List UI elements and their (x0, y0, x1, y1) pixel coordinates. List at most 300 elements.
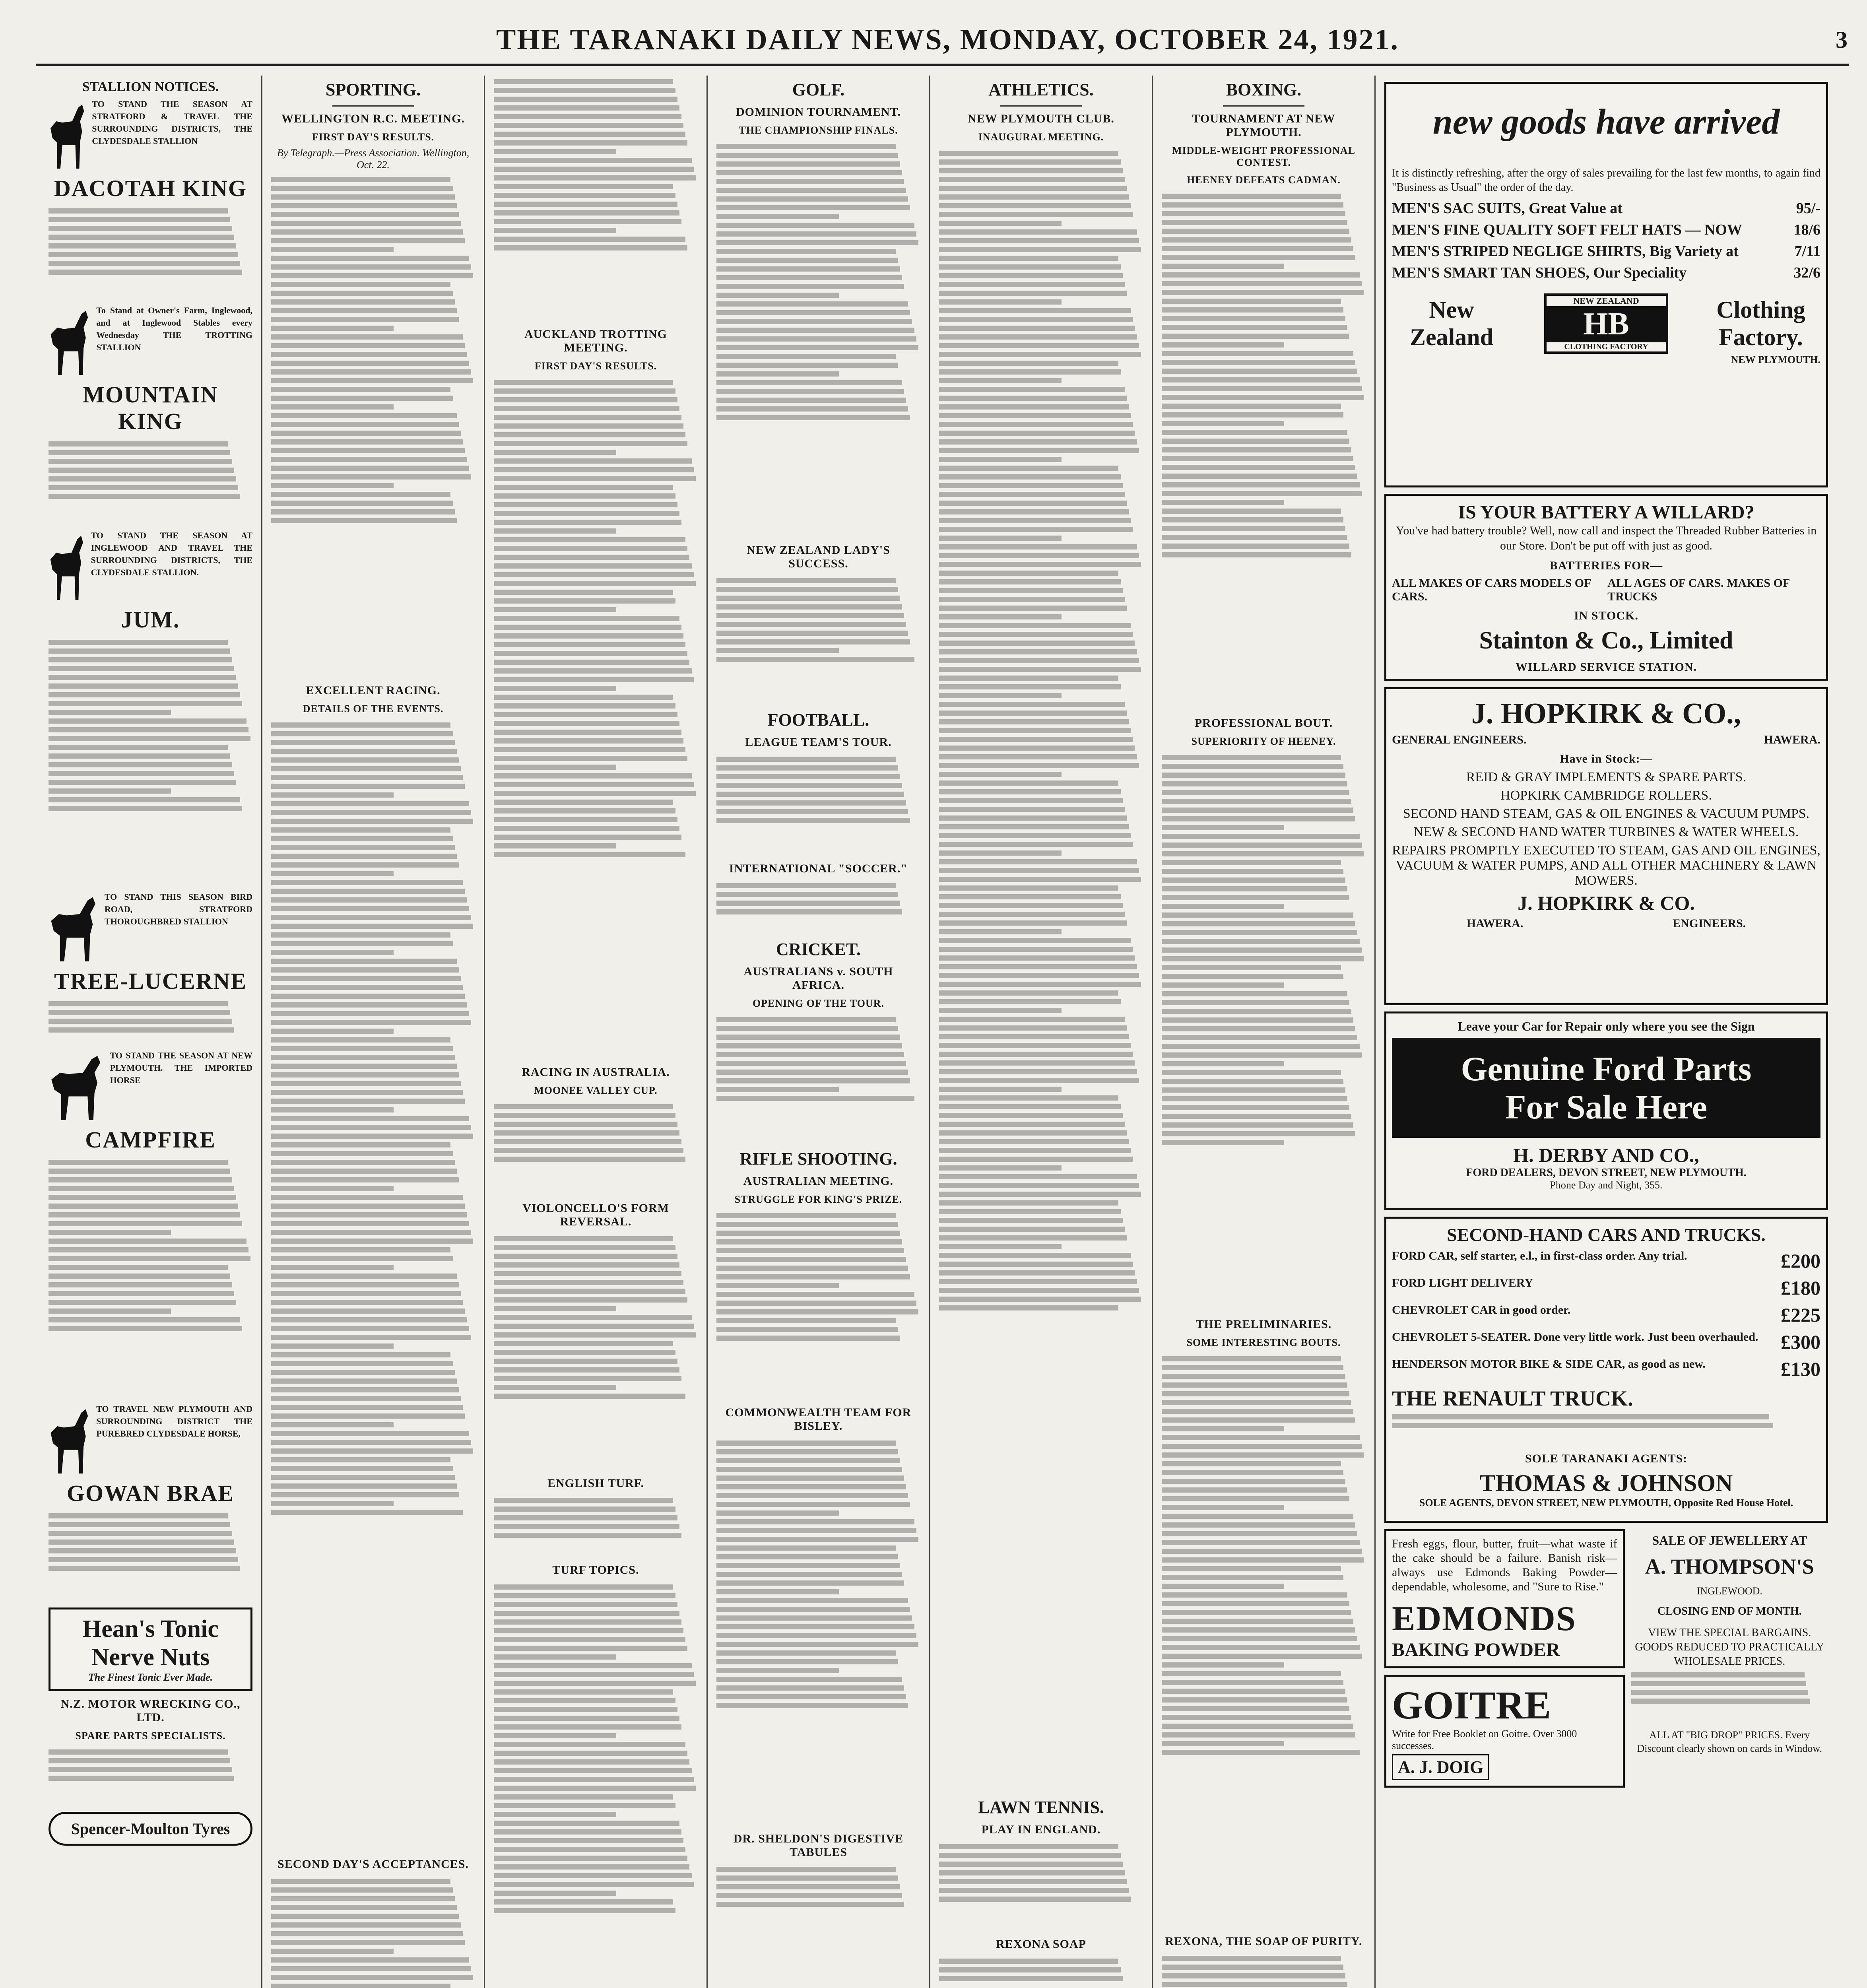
text-line (1162, 1461, 1341, 1466)
auckland-trotting-heading: AUCKLAND TROTTING MEETING. (524, 328, 667, 354)
text-line (716, 1017, 896, 1022)
text-line (1162, 1627, 1355, 1633)
text-line (939, 194, 1129, 200)
text-line (939, 1279, 1137, 1284)
opening-tour-heading: OPENING OF THE TOUR. (752, 998, 885, 1009)
text-line (1162, 412, 1343, 417)
sheldons-tabules-heading: DR. SHELDON'S DIGESTIVE TABULES (733, 1832, 904, 1859)
text-line (716, 144, 896, 149)
text-line (716, 818, 910, 823)
bottom-left-ads (1384, 1529, 1625, 1794)
text-line (271, 1431, 469, 1436)
text-line (716, 596, 900, 601)
text-line (49, 441, 228, 447)
text-line (716, 1685, 904, 1691)
hopkirk-stock: Have in Stock:— (1560, 752, 1653, 765)
dacotah-king-notice (49, 98, 252, 304)
text-line (939, 877, 1141, 882)
text-line (271, 317, 459, 322)
text-line (716, 1563, 900, 1568)
text-line (271, 1300, 463, 1305)
column-stallion-notices (40, 76, 262, 1988)
text-line (939, 964, 1137, 969)
text-line (49, 1177, 232, 1182)
text-line (1392, 1414, 1769, 1419)
text-line (716, 1213, 896, 1218)
text-line (271, 194, 455, 200)
text-line (716, 1537, 918, 1542)
text-line (1162, 1973, 1345, 1978)
text-line (939, 1008, 1062, 1013)
text-line (1162, 535, 1347, 540)
battery-title: IS YOUR BATTERY A WILLARD? (1458, 502, 1754, 523)
text-line (494, 458, 692, 464)
notice-intro: TO STAND THE SEASON AT STRATFORD & TRAVEL THE SURROUNDING DISTRICTS, THE CLYDESDALE STALLION (92, 99, 252, 146)
text-line (1392, 1423, 1773, 1428)
text-line (49, 1776, 234, 1781)
text-line (494, 502, 677, 507)
text-line (1162, 965, 1341, 970)
text-line (939, 1200, 1118, 1206)
text-line (49, 1566, 240, 1571)
text-line (1162, 1122, 1353, 1128)
text-line (494, 1847, 685, 1852)
text-line (494, 738, 683, 744)
article-body (494, 1101, 698, 1196)
text-line (1162, 1382, 1347, 1388)
text-line (939, 1043, 1131, 1048)
text-line (271, 509, 455, 514)
text-line (939, 396, 1127, 401)
text-line (716, 1884, 900, 1889)
text-line (494, 520, 681, 525)
text-line (271, 766, 461, 771)
text-line (1162, 851, 1364, 856)
text-line (1162, 272, 1360, 278)
text-line (939, 282, 1125, 287)
text-line (494, 721, 679, 726)
text-line (271, 203, 457, 208)
english-turf-heading: ENGLISH TURF. (547, 1477, 644, 1490)
text-line (939, 1967, 1121, 1972)
hopkirk-title: J. HOPKIRK & CO., (1471, 697, 1741, 730)
thompson-closing: CLOSING END OF MONTH. (1657, 1605, 1802, 1617)
text-line (494, 88, 675, 93)
article-body (1162, 190, 1366, 711)
text-line (716, 1266, 908, 1271)
text-line (1162, 1584, 1284, 1589)
derby-addr: FORD DEALERS, DEVON STREET, NEW PLYMOUTH. (1466, 1167, 1747, 1179)
article-body (494, 376, 698, 1060)
notice-body (49, 636, 252, 891)
text-line (1162, 904, 1284, 909)
text-line (1162, 834, 1360, 839)
text-line (49, 1326, 242, 1331)
text-line (1631, 1690, 1809, 1695)
text-line (1162, 351, 1353, 356)
text-line (494, 1794, 673, 1800)
text-line (939, 509, 1129, 514)
text-line (49, 683, 238, 689)
text-line (716, 406, 908, 412)
text-line (716, 1248, 904, 1253)
text-line (939, 492, 1125, 497)
text-line (271, 1186, 394, 1191)
text-line (494, 1908, 675, 1913)
text-line (939, 326, 1135, 331)
text-line (494, 380, 673, 385)
text-line (939, 1959, 1118, 1964)
thompson-body: VIEW THE SPECIAL BARGAINS. GOODS REDUCED TO PRACTICALLY WHOLESALE PRICES. (1635, 1627, 1824, 1668)
text-line (271, 1378, 457, 1384)
text-line (49, 450, 230, 455)
battery-body: You've had battery trouble? Well, now call and inspect the Threaded Rubber Batteries in our Store. Don't be put off with just as good. (1395, 524, 1817, 552)
text-line (494, 555, 689, 560)
text-line (494, 1359, 677, 1364)
text-line (494, 406, 679, 411)
text-line (716, 1239, 902, 1244)
text-line (939, 842, 1133, 847)
battery-makes: ALL MAKES OF CARS MODELS OF CARS. ALL AGES OF CARS. MAKES OF TRUCKS (1392, 577, 1790, 603)
text-line (271, 1483, 457, 1489)
text-line (494, 1742, 685, 1747)
text-line (49, 1309, 171, 1314)
text-line (271, 740, 455, 745)
column-golf-cricket (708, 76, 930, 1988)
heans-line2: Nerve Nuts (91, 1644, 210, 1671)
text-line (271, 1931, 463, 1936)
text-line (494, 730, 681, 735)
text-line (716, 1318, 896, 1323)
text-line (494, 423, 683, 429)
doig-name: A. J. DOIG (1392, 1754, 1489, 1780)
hopkirk-ad (1384, 687, 1828, 1005)
text-line (939, 982, 1141, 987)
text-line (494, 114, 681, 119)
text-line (1162, 1750, 1360, 1755)
text-line (1162, 526, 1345, 531)
text-line (716, 1677, 902, 1682)
text-line (716, 240, 918, 245)
text-line (271, 1142, 450, 1147)
text-line (271, 1922, 461, 1928)
text-line (271, 378, 473, 383)
text-line (716, 1283, 839, 1288)
text-line (49, 468, 234, 473)
text-line (1162, 386, 1362, 391)
text-line (271, 343, 465, 348)
text-line (716, 196, 908, 202)
turf-topics-heading: TURF TOPICS. (552, 1563, 639, 1576)
text-line (939, 562, 1141, 567)
notice-intro: TO STAND THIS SEASON BIRD ROAD, STRATFORD THOROUGHBRED STALLION (104, 892, 252, 926)
text-line (271, 1309, 465, 1314)
text-line (939, 536, 1062, 541)
text-line (1162, 255, 1355, 260)
divider (1000, 105, 1082, 107)
bottom-ads-row (1384, 1529, 1828, 1794)
text-line (494, 756, 687, 761)
text-line (939, 903, 1123, 908)
text-line (271, 221, 461, 226)
notice-body (49, 998, 252, 1049)
text-line (939, 737, 1133, 742)
text-line (716, 415, 910, 420)
text-line (271, 827, 450, 833)
first-day-results-heading: FIRST DAY'S RESULTS. (534, 360, 657, 372)
text-line (1162, 1044, 1360, 1049)
text-line (494, 1724, 681, 1730)
text-line (271, 1212, 467, 1217)
text-line (49, 1195, 236, 1200)
text-line (716, 1475, 904, 1481)
text-line (49, 1767, 232, 1772)
hb-logo: NEW ZEALAND HB CLOTHING FACTORY (1544, 293, 1668, 354)
column-athletics (930, 76, 1153, 1988)
text-line (939, 754, 1137, 759)
text-line (494, 1332, 696, 1338)
edmonds-brand: EDMONDS (1392, 1600, 1576, 1638)
text-line (1162, 1017, 1353, 1023)
text-line (49, 1531, 232, 1536)
text-line (271, 334, 463, 340)
text-line (716, 1589, 839, 1594)
text-line (494, 1350, 675, 1355)
text-line (716, 301, 908, 307)
text-line (939, 597, 1125, 602)
text-line (939, 1148, 1131, 1153)
text-line (271, 1317, 467, 1322)
text-line (49, 1749, 228, 1755)
text-line (1162, 773, 1345, 778)
text-line (49, 1212, 240, 1217)
text-line (716, 153, 898, 158)
text-line (1162, 1374, 1345, 1379)
text-line (1162, 1096, 1347, 1101)
willard-battery-ad (1384, 494, 1828, 681)
horse-illustration (49, 307, 92, 375)
text-line (939, 1879, 1127, 1884)
text-line (271, 1020, 471, 1025)
text-line (939, 1844, 1118, 1849)
thompson-town: INGLEWOOD. (1696, 1585, 1762, 1597)
tyres-ad (49, 1812, 252, 1846)
tree-lucerne-notice (49, 891, 252, 1049)
text-line (494, 1148, 683, 1153)
text-line (716, 363, 898, 368)
text-line (1162, 1982, 1347, 1987)
text-line (494, 1341, 673, 1346)
text-line (939, 912, 1125, 917)
text-line (49, 261, 240, 266)
text-line (939, 947, 1133, 952)
text-line (716, 1078, 910, 1083)
text-line (716, 1449, 898, 1454)
text-line (939, 1218, 1123, 1223)
text-line (494, 651, 687, 656)
text-line (494, 237, 685, 242)
text-line (494, 432, 685, 437)
text-line (1162, 1105, 1349, 1110)
heans-line1: Hean's Tonic (82, 1615, 219, 1642)
text-line (939, 466, 1118, 471)
text-line (939, 920, 1127, 926)
text-line (1162, 1522, 1355, 1528)
text-line (494, 1882, 694, 1887)
stainton-name: Stainton & Co., Limited (1479, 627, 1733, 654)
text-line (939, 361, 1118, 366)
text-line (494, 397, 677, 402)
text-line (939, 868, 1139, 873)
text-line (1162, 825, 1284, 830)
text-line (494, 1733, 616, 1738)
text-line (494, 1698, 675, 1703)
text-line (716, 765, 898, 771)
text-line (494, 1768, 692, 1773)
text-line (494, 1515, 677, 1520)
text-line (271, 308, 457, 313)
text-line (939, 1870, 1125, 1875)
text-line (49, 485, 238, 490)
price-row: MEN'S SMART TAN SHOES, Our Speciality 32/6 (1392, 264, 1820, 281)
text-line (939, 1174, 1137, 1179)
text-line (716, 1222, 898, 1227)
text-line (716, 1467, 902, 1472)
text-line (271, 1466, 453, 1471)
text-line (49, 1019, 232, 1024)
text-line (494, 1716, 679, 1721)
text-line (494, 782, 694, 787)
text-line (271, 247, 394, 252)
text-line (1162, 290, 1364, 295)
text-line (939, 1060, 1135, 1066)
preliminaries-heading: THE PRELIMINARIES. (1196, 1318, 1332, 1331)
article-body (494, 1494, 698, 1558)
text-line (494, 1533, 681, 1538)
text-line (716, 275, 902, 280)
text-line (939, 1244, 1062, 1249)
text-line (1162, 552, 1351, 557)
text-line (939, 1052, 1133, 1057)
text-line (716, 604, 902, 610)
text-line (271, 361, 469, 366)
hopkirk-line: NEW & SECOND HAND WATER TURBINES & WATER WHEELS. (1413, 825, 1799, 839)
second-day-acceptances-heading: SECOND DAY'S ACCEPTANCES. (278, 1858, 469, 1871)
stallion-name: DACOTAH KING (54, 175, 247, 201)
text-line (494, 633, 683, 639)
horse-illustration (49, 532, 87, 600)
text-line (49, 243, 236, 248)
text-line (1162, 982, 1284, 988)
text-line (1162, 1592, 1347, 1598)
hopkirk-line: SECOND HAND STEAM, GAS & OIL ENGINES & VACUUM PUMPS. (1403, 806, 1810, 821)
text-line (494, 1245, 675, 1250)
text-line (716, 223, 914, 228)
text-line (494, 686, 616, 691)
text-line (49, 797, 240, 802)
text-line (271, 1239, 473, 1244)
text-line (271, 1291, 461, 1296)
text-line (1162, 211, 1345, 216)
text-line (494, 193, 675, 198)
text-line (494, 1628, 683, 1633)
text-line (1162, 1070, 1341, 1075)
notice-intro: TO TRAVEL NEW PLYMOUTH AND SURROUNDING DISTRICT THE PUREBRED CLYDESDALE HORSE, (96, 1404, 252, 1439)
text-line (716, 293, 839, 298)
horse-illustration (49, 101, 88, 169)
newspaper-title: THE TARANAKI DAILY NEWS, MONDAY, OCTOBER 24, 1921. (496, 23, 1399, 56)
text-line (939, 579, 1121, 584)
text-line (494, 616, 679, 621)
text-line (494, 791, 696, 796)
text-line (49, 657, 232, 662)
article-body (716, 753, 920, 856)
text-line (49, 806, 242, 811)
text-line (49, 1548, 236, 1553)
text-line (939, 824, 1129, 829)
text-line (494, 202, 677, 207)
text-line (1162, 1645, 1360, 1650)
text-line (939, 1165, 1062, 1171)
text-line (939, 780, 1118, 786)
text-line (49, 745, 228, 750)
text-line (494, 1122, 677, 1127)
text-line (49, 1169, 230, 1174)
notice-body (49, 1510, 252, 1601)
text-line (494, 450, 616, 455)
text-line (716, 648, 839, 653)
text-line (1162, 939, 1360, 944)
sporting-heading: SPORTING. (325, 80, 421, 99)
text-line (494, 1751, 687, 1756)
text-line (1162, 1000, 1349, 1005)
text-line (716, 1867, 896, 1872)
text-line (1162, 194, 1341, 199)
text-line (716, 266, 900, 272)
text-line (1162, 334, 1349, 339)
text-line (939, 177, 1125, 182)
text-line (271, 291, 453, 296)
text-line (1162, 1356, 1341, 1361)
text-line (271, 1072, 459, 1077)
text-line (49, 252, 238, 257)
text-line (939, 684, 1121, 689)
text-line (939, 247, 1141, 252)
text-line (1162, 1671, 1341, 1676)
text-line (494, 1280, 683, 1285)
stallion-name: GOWAN BRAE (66, 1480, 235, 1506)
text-line (494, 800, 673, 805)
text-line (494, 467, 694, 472)
text-line (271, 1064, 457, 1069)
text-line (271, 792, 394, 798)
text-line (49, 270, 242, 275)
text-line (1162, 1706, 1349, 1711)
athletics-heading: ATHLETICS. (988, 80, 1094, 99)
text-line (939, 1104, 1121, 1109)
text-line (716, 757, 896, 762)
text-line (49, 648, 230, 654)
text-line (49, 459, 232, 464)
text-line (939, 702, 1125, 707)
text-line (271, 880, 463, 885)
mountain-king-notice (49, 304, 252, 529)
text-line (716, 578, 896, 583)
text-line (494, 1873, 692, 1878)
advert-body (939, 1955, 1143, 1988)
new-goods-title: new goods have arrived (1432, 102, 1780, 142)
text-line (1162, 517, 1343, 522)
